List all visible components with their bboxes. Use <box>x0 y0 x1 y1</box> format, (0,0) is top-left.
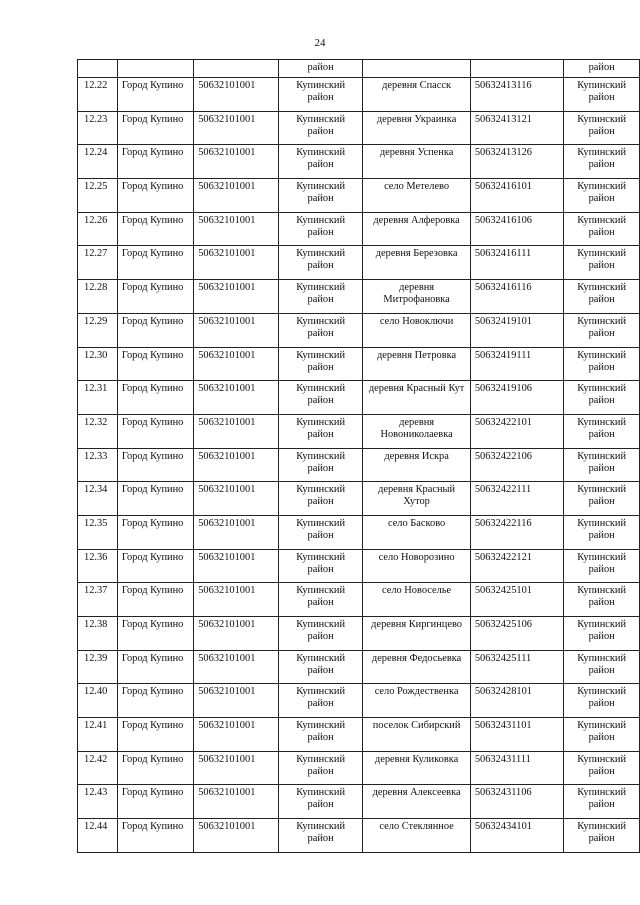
cell-okato: 50632101001 <box>194 414 279 448</box>
cell-okato: 50632101001 <box>194 381 279 415</box>
cell-city: Город Купино <box>117 482 193 516</box>
cell-okato: 50632101001 <box>194 246 279 280</box>
cell-city: Город Купино <box>117 549 193 583</box>
cell-district2: Купинский район <box>564 347 640 381</box>
cell-settlement: деревня Алферовка <box>363 212 470 246</box>
cell-num: 12.29 <box>78 313 118 347</box>
page-number: 24 <box>314 37 326 49</box>
cell-district: Купинский район <box>278 212 362 246</box>
cell-city: Город Купино <box>117 347 193 381</box>
cell-city: Город Купино <box>117 381 193 415</box>
cell-code: 50632419106 <box>470 381 563 415</box>
table-row <box>78 414 640 448</box>
registry-table <box>77 59 640 853</box>
cell-okato: 50632101001 <box>194 515 279 549</box>
cell-okato: 50632101001 <box>194 482 279 516</box>
cell-city: Город Купино <box>117 78 193 112</box>
cell-code: 50632416106 <box>470 212 563 246</box>
cell-city <box>117 60 193 78</box>
cell-district2: Купинский район <box>564 583 640 617</box>
cell-city: Город Купино <box>117 414 193 448</box>
cell-settlement: деревня Федосьевка <box>363 650 470 684</box>
cell-settlement: деревня Киргинцево <box>363 617 470 651</box>
cell-district2: Купинский район <box>564 785 640 819</box>
cell-city: Город Купино <box>117 650 193 684</box>
table-row <box>78 650 640 684</box>
cell-settlement: деревня Куликовка <box>363 751 470 785</box>
cell-num: 12.27 <box>78 246 118 280</box>
cell-district: Купинский район <box>278 179 362 213</box>
cell-district: Купинский район <box>278 785 362 819</box>
cell-code: 50632413116 <box>470 78 563 112</box>
cell-code: 50632425111 <box>470 650 563 684</box>
cell-code: 50632425106 <box>470 617 563 651</box>
cell-district: Купинский район <box>278 78 362 112</box>
cell-settlement: село Рождественка <box>363 684 470 718</box>
table-row <box>78 819 640 853</box>
cell-district2: Купинский район <box>564 482 640 516</box>
cell-settlement: деревня Спасск <box>363 78 470 112</box>
cell-city: Город Купино <box>117 785 193 819</box>
cell-okato: 50632101001 <box>194 650 279 684</box>
cell-city: Город Купино <box>117 313 193 347</box>
cell-district: Купинский район <box>278 751 362 785</box>
cell-settlement: деревня Новониколаевка <box>363 414 470 448</box>
table-row <box>78 179 640 213</box>
cell-okato: 50632101001 <box>194 718 279 752</box>
cell-district: Купинский район <box>278 381 362 415</box>
cell-settlement: село Новоселье <box>363 583 470 617</box>
cell-settlement: деревня Алексеевка <box>363 785 470 819</box>
cell-district: Купинский район <box>278 515 362 549</box>
cell-num: 12.30 <box>78 347 118 381</box>
cell-district: Купинский район <box>278 684 362 718</box>
cell-okato: 50632101001 <box>194 448 279 482</box>
cell-num: 12.28 <box>78 280 118 314</box>
table-row <box>78 212 640 246</box>
cell-num <box>78 60 118 78</box>
cell-code: 50632434101 <box>470 819 563 853</box>
cell-okato: 50632101001 <box>194 785 279 819</box>
cell-num: 12.43 <box>78 785 118 819</box>
cell-district: Купинский район <box>278 145 362 179</box>
table-row <box>78 280 640 314</box>
cell-code: 50632416111 <box>470 246 563 280</box>
cell-okato: 50632101001 <box>194 617 279 651</box>
cell-num: 12.31 <box>78 381 118 415</box>
cell-num: 12.23 <box>78 111 118 145</box>
cell-num: 12.36 <box>78 549 118 583</box>
cell-district2: Купинский район <box>564 718 640 752</box>
cell-city: Город Купино <box>117 684 193 718</box>
cell-num: 12.33 <box>78 448 118 482</box>
cell-district2: Купинский район <box>564 111 640 145</box>
cell-num: 12.40 <box>78 684 118 718</box>
cell-okato: 50632101001 <box>194 111 279 145</box>
table-row <box>78 751 640 785</box>
cell-okato: 50632101001 <box>194 313 279 347</box>
table-row <box>78 313 640 347</box>
cell-settlement: деревня Красный Кут <box>363 381 470 415</box>
cell-num: 12.41 <box>78 718 118 752</box>
cell-num: 12.26 <box>78 212 118 246</box>
cell-district: Купинский район <box>278 280 362 314</box>
cell-code: 50632416101 <box>470 179 563 213</box>
cell-okato: 50632101001 <box>194 684 279 718</box>
table-row <box>78 785 640 819</box>
cell-district2: Купинский район <box>564 617 640 651</box>
cell-code: 50632431101 <box>470 718 563 752</box>
cell-district2: Купинский район <box>564 819 640 853</box>
table-row <box>78 78 640 112</box>
cell-district2: Купинский район <box>564 179 640 213</box>
cell-code: 50632431111 <box>470 751 563 785</box>
cell-district: Купинский район <box>278 482 362 516</box>
cell-district2: Купинский район <box>564 78 640 112</box>
table-row <box>78 617 640 651</box>
table-row <box>78 583 640 617</box>
table-row <box>78 448 640 482</box>
cell-district2: Купинский район <box>564 246 640 280</box>
table-row <box>78 347 640 381</box>
cell-district: район <box>278 60 362 78</box>
cell-district2: Купинский район <box>564 145 640 179</box>
cell-code: 50632422106 <box>470 448 563 482</box>
cell-code: 50632419111 <box>470 347 563 381</box>
cell-district2: Купинский район <box>564 751 640 785</box>
cell-district: Купинский район <box>278 448 362 482</box>
cell-district2: Купинский район <box>564 684 640 718</box>
cell-district: Купинский район <box>278 650 362 684</box>
continuation-row <box>78 60 640 78</box>
cell-city: Город Купино <box>117 179 193 213</box>
cell-code: 50632425101 <box>470 583 563 617</box>
cell-okato: 50632101001 <box>194 549 279 583</box>
cell-city: Город Купино <box>117 751 193 785</box>
cell-code: 50632422101 <box>470 414 563 448</box>
cell-city: Город Купино <box>117 246 193 280</box>
cell-district2: Купинский район <box>564 448 640 482</box>
cell-city: Город Купино <box>117 145 193 179</box>
cell-num: 12.42 <box>78 751 118 785</box>
cell-num: 12.35 <box>78 515 118 549</box>
cell-settlement: село Стеклянное <box>363 819 470 853</box>
cell-code: 50632419101 <box>470 313 563 347</box>
table-row <box>78 515 640 549</box>
cell-city: Город Купино <box>117 280 193 314</box>
cell-code <box>470 60 563 78</box>
cell-district2: Купинский район <box>564 280 640 314</box>
cell-num: 12.44 <box>78 819 118 853</box>
cell-okato: 50632101001 <box>194 751 279 785</box>
cell-settlement: деревня Искра <box>363 448 470 482</box>
cell-code: 50632413121 <box>470 111 563 145</box>
cell-district2: Купинский район <box>564 650 640 684</box>
cell-num: 12.37 <box>78 583 118 617</box>
cell-city: Город Купино <box>117 111 193 145</box>
cell-code: 50632422121 <box>470 549 563 583</box>
cell-settlement: деревня Митрофановка <box>363 280 470 314</box>
cell-num: 12.39 <box>78 650 118 684</box>
cell-city: Город Купино <box>117 819 193 853</box>
table-row <box>78 145 640 179</box>
table-row <box>78 111 640 145</box>
cell-num: 12.25 <box>78 179 118 213</box>
cell-settlement: деревня Березовка <box>363 246 470 280</box>
cell-district: Купинский район <box>278 414 362 448</box>
table-row <box>78 381 640 415</box>
cell-settlement <box>363 60 470 78</box>
cell-district2: Купинский район <box>564 313 640 347</box>
cell-okato: 50632101001 <box>194 179 279 213</box>
cell-settlement: деревня Украинка <box>363 111 470 145</box>
cell-okato: 50632101001 <box>194 819 279 853</box>
cell-settlement: село Басково <box>363 515 470 549</box>
cell-district2: Купинский район <box>564 414 640 448</box>
registry-table-body <box>78 60 640 853</box>
cell-district: Купинский район <box>278 583 362 617</box>
cell-num: 12.32 <box>78 414 118 448</box>
cell-district: Купинский район <box>278 819 362 853</box>
cell-okato: 50632101001 <box>194 347 279 381</box>
cell-num: 12.38 <box>78 617 118 651</box>
cell-okato: 50632101001 <box>194 212 279 246</box>
table-row <box>78 718 640 752</box>
cell-settlement: село Новоключи <box>363 313 470 347</box>
table-row <box>78 684 640 718</box>
cell-district: Купинский район <box>278 313 362 347</box>
cell-num: 12.24 <box>78 145 118 179</box>
cell-code: 50632416116 <box>470 280 563 314</box>
cell-district: Купинский район <box>278 549 362 583</box>
cell-district2: Купинский район <box>564 549 640 583</box>
cell-district: Купинский район <box>278 617 362 651</box>
cell-settlement: деревня Красный Хутор <box>363 482 470 516</box>
cell-settlement: деревня Успенка <box>363 145 470 179</box>
cell-district: Купинский район <box>278 246 362 280</box>
cell-district2: Купинский район <box>564 381 640 415</box>
table-row <box>78 246 640 280</box>
cell-code: 50632422116 <box>470 515 563 549</box>
cell-code: 50632422111 <box>470 482 563 516</box>
cell-num: 12.22 <box>78 78 118 112</box>
cell-settlement: село Новорозино <box>363 549 470 583</box>
cell-city: Город Купино <box>117 448 193 482</box>
cell-district2: Купинский район <box>564 212 640 246</box>
cell-okato: 50632101001 <box>194 145 279 179</box>
cell-district2: район <box>564 60 640 78</box>
cell-okato: 50632101001 <box>194 280 279 314</box>
cell-city: Город Купино <box>117 718 193 752</box>
cell-city: Город Купино <box>117 515 193 549</box>
cell-okato: 50632101001 <box>194 583 279 617</box>
cell-settlement: деревня Петровка <box>363 347 470 381</box>
cell-city: Город Купино <box>117 583 193 617</box>
cell-district2: Купинский район <box>564 515 640 549</box>
cell-district: Купинский район <box>278 718 362 752</box>
cell-district: Купинский район <box>278 111 362 145</box>
cell-okato: 50632101001 <box>194 78 279 112</box>
cell-code: 50632413126 <box>470 145 563 179</box>
cell-settlement: село Метелево <box>363 179 470 213</box>
cell-okato <box>194 60 279 78</box>
cell-district: Купинский район <box>278 347 362 381</box>
cell-code: 50632428101 <box>470 684 563 718</box>
cell-city: Город Купино <box>117 617 193 651</box>
cell-city: Город Купино <box>117 212 193 246</box>
cell-settlement: поселок Сибирский <box>363 718 470 752</box>
cell-code: 50632431106 <box>470 785 563 819</box>
table-row <box>78 549 640 583</box>
cell-num: 12.34 <box>78 482 118 516</box>
table-row <box>78 482 640 516</box>
